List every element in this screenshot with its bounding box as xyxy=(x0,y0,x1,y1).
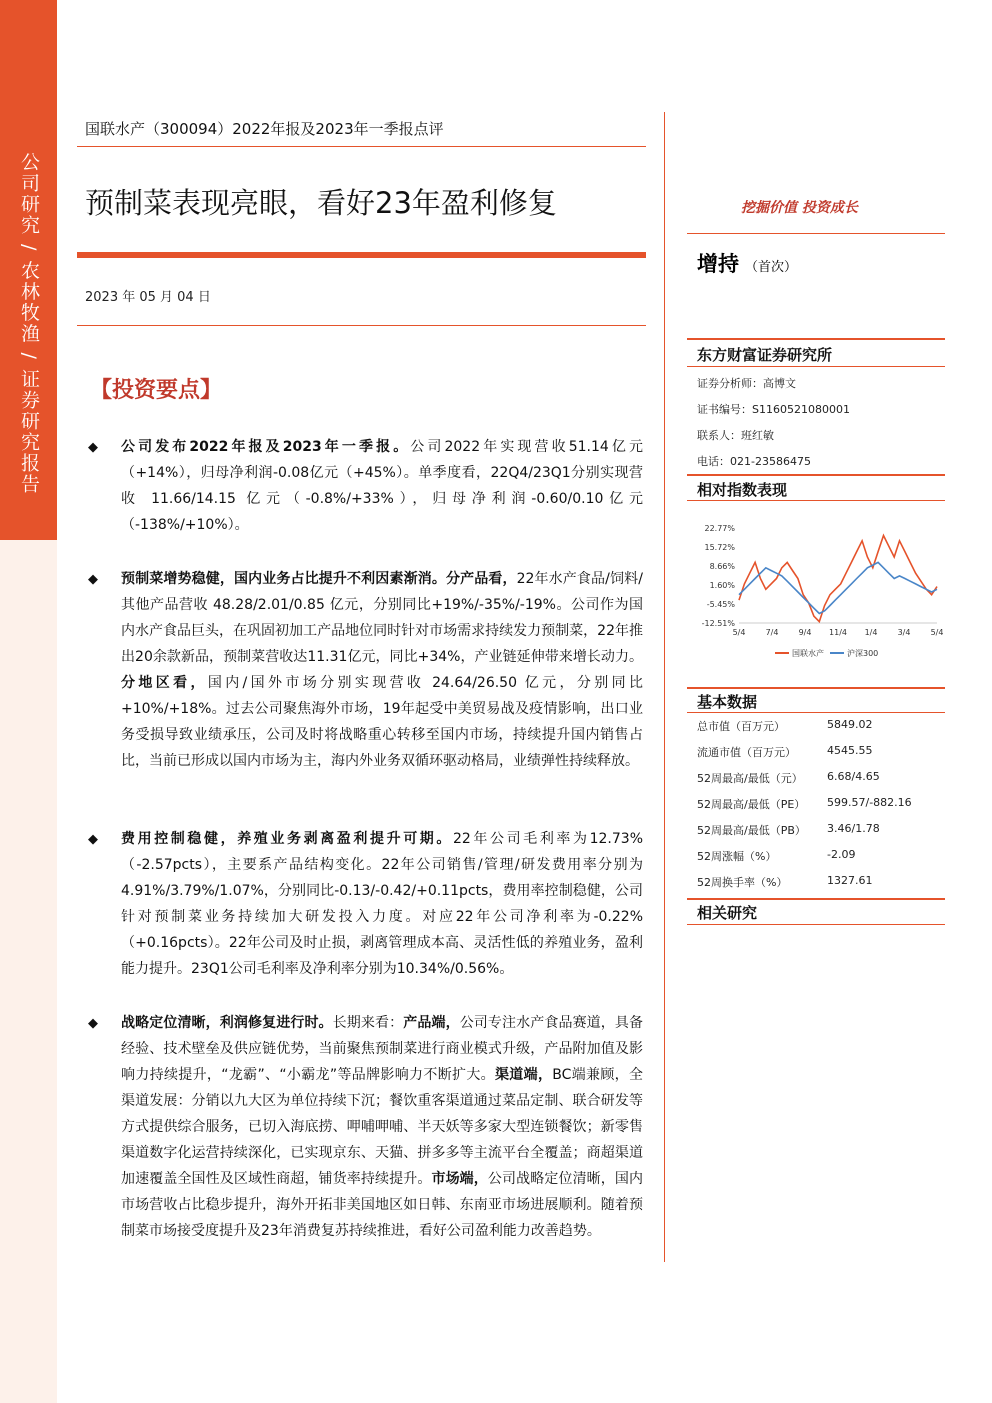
chart-title: 相对指数表现 xyxy=(697,481,788,499)
point-4-sub-market: 市场端， xyxy=(431,1171,488,1187)
basic-data-label: 52周涨幅（%） xyxy=(697,850,777,863)
title-bar xyxy=(77,252,646,258)
bullet-icon: ◆ xyxy=(88,832,98,847)
institute-subdivider xyxy=(687,366,945,367)
point-2-heading: 预制菜增势稳健，国内业务占比提升不利因素渐消。分产品看， xyxy=(121,571,517,587)
x-tick-label: 5/4 xyxy=(930,628,944,637)
bullet-icon: ◆ xyxy=(88,1016,98,1031)
x-tick-label: 5/4 xyxy=(732,628,746,637)
x-tick-label: 7/4 xyxy=(765,628,779,637)
contact-phone: 电话：021-23586475 xyxy=(697,455,811,468)
y-tick-label: 1.60% xyxy=(709,581,735,590)
point-4-text-4: 公司战略定位清晰，国内市场营收占比稳步提升，海外开拓非美国地区如日韩、东南亚市场进展顺利。随着预制菜市场接受度提升及23年消费复苏持续推进，看好公司盈利能力改善趋势。 xyxy=(121,1171,644,1239)
basic-data-label: 52周换手率（%） xyxy=(697,876,788,889)
point-4-sub-channel: 渠道端， xyxy=(494,1067,553,1083)
x-tick-label: 1/4 xyxy=(864,628,878,637)
basic-data-label: 流通市值（百万元） xyxy=(697,746,796,759)
sidebar xyxy=(0,0,57,1403)
point-4-heading: 战略定位清晰，利润修复进行时。 xyxy=(121,1015,333,1031)
report-type: 国联水产（300094）2022年报及2023年一季报点评 xyxy=(85,120,444,138)
header-divider xyxy=(77,146,646,147)
basic-data-value: 1327.61 xyxy=(827,874,873,887)
point-1-text: 公司2022年实现营收51.14亿元（+14%），归母净利润-0.08亿元（+45%）。单季度看，22Q4/23Q1分别实现营收 11.66/14.15 亿元（-0.8%/+33%），归母净利润-0.60/0.10亿元（-138%/+10%）。 xyxy=(121,439,643,533)
basic-data-value: 4545.55 xyxy=(827,744,873,757)
basic-subdivider xyxy=(687,712,945,713)
point-4-text-3: BC端兼顾，全渠道发展：分销以九大区为单位持续下沉；餐饮重客渠道通过菜品定制、联合研发等方式提供综合服务，已切入海底捞、呷哺呷哺、半天妖等多家大型连锁餐饮；新零售渠道数字化运营持续深化，已实现京东、天猫、拼多多等主流平台全覆盖；商超渠道加速覆盖全国性及区域性商超，铺货率持续提升。 xyxy=(121,1067,643,1187)
related-research-title: 相关研究 xyxy=(697,904,758,922)
basic-data-value: -2.09 xyxy=(827,848,856,861)
point-1-heading: 公司发布2022年报及2023年一季报。 xyxy=(121,439,411,455)
basic-data-value: 599.57/-882.16 xyxy=(827,796,912,809)
slogan: 挖掘价值 投资成长 xyxy=(741,200,858,216)
rating-divider xyxy=(687,233,945,234)
contact-name: 联系人：班红敏 xyxy=(697,429,774,442)
point-4-sub-product: 产品端， xyxy=(403,1015,460,1031)
point-4 xyxy=(121,1010,643,1244)
column-divider xyxy=(664,112,665,1262)
basic-data-label: 52周最高/最低（PB） xyxy=(697,824,806,837)
basic-data-label: 52周最高/最低（元） xyxy=(697,772,803,785)
series-line-1 xyxy=(739,536,937,622)
point-3-heading: 费用控制稳健，养殖业务剥离盈利提升可期。 xyxy=(121,831,453,847)
related-subdivider xyxy=(687,924,945,925)
chart-subdivider xyxy=(687,500,945,501)
series-line-2 xyxy=(739,562,937,613)
y-tick-label: 15.72% xyxy=(704,543,735,552)
rating-note: （首次） xyxy=(745,260,798,275)
rating-value: 增持 xyxy=(697,252,739,276)
y-tick-label: -5.45% xyxy=(706,600,735,609)
x-tick-label: 3/4 xyxy=(897,628,911,637)
y-tick-label: 22.77% xyxy=(704,524,735,533)
x-tick-label: 11/4 xyxy=(829,628,847,637)
related-divider xyxy=(687,898,945,900)
point-1 xyxy=(121,434,643,538)
institute-name: 东方财富证券研究所 xyxy=(697,346,833,364)
point-4-text: 长期来看： xyxy=(332,1015,404,1031)
point-2-text-2: 国内/国外市场分别实现营收 24.64/26.50 亿元，分别同比+10%/+18%。过去公司聚焦海外市场，19年起受中美贸易战及疫情影响，出口业务受损导致业绩承压，公司及时将战略重心转移至国内市场，持续提升国内销售占比，当前已形成以国内市场为主，海内外业务双循环驱动格局，业绩弹性持续释放。 xyxy=(121,675,643,769)
y-tick-label: -12.51% xyxy=(701,619,735,628)
chart-divider xyxy=(687,474,945,476)
date-divider xyxy=(77,325,646,326)
basic-data-label: 总市值（百万元） xyxy=(697,720,785,733)
legend-label: 沪深300 xyxy=(847,649,879,658)
y-tick-label: 8.66% xyxy=(709,562,735,571)
x-tick-label: 9/4 xyxy=(798,628,812,637)
bullet-icon: ◆ xyxy=(88,440,98,455)
basic-data-value: 5849.02 xyxy=(827,718,873,731)
sidebar-label: 公司研究 / 农林牧渔 / 证券研究报告 xyxy=(18,152,40,495)
basic-data-value: 3.46/1.78 xyxy=(827,822,880,835)
basic-divider xyxy=(687,687,945,689)
bullet-icon: ◆ xyxy=(88,572,98,587)
basic-data-label: 52周最高/最低（PE） xyxy=(697,798,806,811)
relative-index-chart xyxy=(697,512,945,682)
investment-heading: 【投资要点】 xyxy=(90,377,223,403)
point-3-text: 22年公司毛利率为12.73%（-2.57pcts），主要系产品结构变化。22年公司销售/管理/研发费用率分别为 4.91%/3.79%/1.07%，分别同比-0.13/-0.42/+0.11pcts，费用率控制稳健，公司针对预制菜业务持续加大研发投入力度。对应22年公司净利率为-0.22%（+0.16pcts）。22年公司及时止损，剥离管理成本高、灵活性低的养殖业务，盈利能力提升。23Q1公司毛利率及净利率分别为10.34%/0.56%。 xyxy=(121,831,643,977)
point-2-subheading: 分地区看， xyxy=(121,675,208,691)
sidebar-accent xyxy=(0,0,57,540)
basic-data-title: 基本数据 xyxy=(697,693,758,711)
report-date: 2023 年 05 月 04 日 xyxy=(85,290,211,305)
institute-divider xyxy=(687,338,945,340)
basic-data-value: 6.68/4.65 xyxy=(827,770,880,783)
rating xyxy=(697,248,797,278)
point-2 xyxy=(121,566,643,774)
legend-label: 国联水产 xyxy=(792,649,824,658)
analyst-name: 证券分析师：高博文 xyxy=(697,377,796,390)
page-title: 预制菜表现亮眼，看好23年盈利修复 xyxy=(85,186,557,220)
point-3 xyxy=(121,826,643,982)
point-2-text: 22年水产食品/饲料/其他产品营收 48.28/2.01/0.85 亿元，分别同比+19%/-35%/-19%。公司作为国内水产食品巨头，在巩固初加工产品地位同时针对市场需求持续发力预制菜，22年推出20余款新品，预制菜营收达11.31亿元，同比+34%，产业链延伸带来增长动力。 xyxy=(121,571,643,665)
analyst-cert: 证书编号：S1160521080001 xyxy=(697,403,850,416)
point-4-text-2: 公司专注水产食品赛道，具备经验、技术壁垒及供应链优势，当前聚焦预制菜进行商业模式升级，产品附加值及影响力持续提升，“龙霸”、“小霸龙”等品牌影响力不断扩大。 xyxy=(121,1015,644,1083)
